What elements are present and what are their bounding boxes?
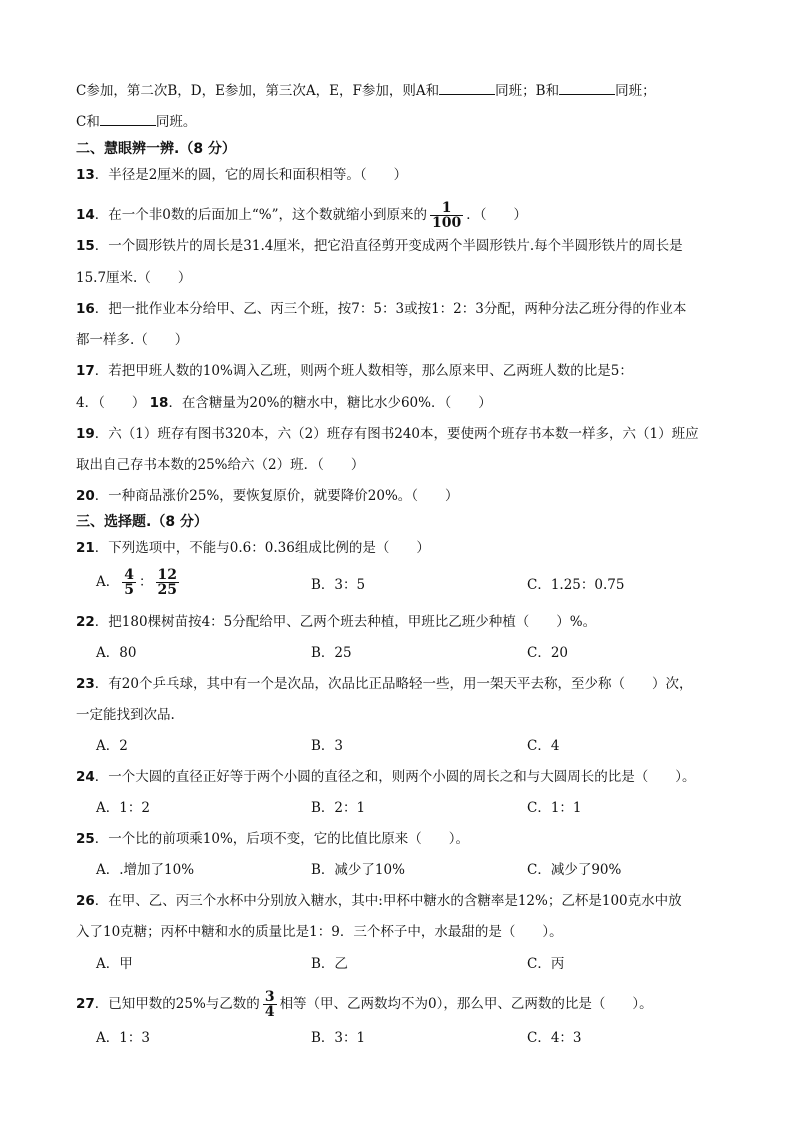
question-26-cont: 入了10克糖；丙杯中糖和水的质量比是1：9．三个杯子中，水最甜的是（ ）。 — [76, 924, 563, 940]
fraction — [263, 990, 277, 1019]
question-text: ．六（1）班存有图书320本，六（2）班存有图书240本，要使两个班存书本数一样多，六（1）班应 — [94, 426, 699, 442]
option-c[interactable]: C．1.25：0.75 — [527, 577, 625, 593]
option-b[interactable]: B．3 — [311, 738, 344, 754]
question-number: 15 — [76, 238, 95, 254]
fraction — [156, 568, 179, 597]
question-number: 20 — [76, 488, 95, 504]
option-a[interactable]: A．80 — [96, 645, 137, 661]
q12-text-e: 同班。 — [155, 114, 197, 130]
option-a[interactable] — [96, 568, 182, 597]
question-17 — [76, 362, 633, 380]
question-number: 13 — [76, 167, 95, 183]
question-text-tail: ．（ ） — [466, 207, 528, 223]
question-20 — [76, 487, 459, 505]
question-15 — [76, 237, 683, 255]
question-text: ．下列选项中，不能与0.6：0.36组成比例的是（ ） — [94, 540, 430, 556]
question-text: ．一种商品涨价25%，要恢复原价，就要降价20%。（ ） — [94, 488, 459, 504]
q12-text-a: C参加，第二次B，D，E参加，第三次A，E，F参加，则A和 — [76, 83, 440, 99]
answer-blank[interactable] — [100, 113, 156, 126]
question-text: ．半径是2厘米的圆，它的周长和面积相等。（ ） — [94, 167, 408, 183]
question-number: 21 — [76, 540, 95, 556]
question-number: 25 — [76, 831, 95, 847]
question-number: 22 — [76, 614, 95, 630]
section-heading-judge: 二、慧眼辨一辨.（8 分） — [76, 141, 236, 157]
question-21 — [76, 539, 430, 557]
question-number: 19 — [76, 426, 95, 442]
question-text-tail: 相等（甲、乙两数均不为0），那么甲、乙两数的比是（ ）。 — [279, 996, 653, 1012]
question-number: 24 — [76, 769, 95, 785]
question-23-cont: 一定能找到次品. — [76, 707, 175, 723]
q12-text-d: C和 — [76, 114, 100, 130]
question-number: 17 — [76, 363, 95, 379]
fraction-numerator: 1 — [430, 201, 463, 216]
fraction-denominator: 5 — [124, 582, 134, 598]
question-text: ．把一批作业本分给甲、乙、丙三个班，按7：5：3或按1：2：3分配，两种分法乙班分得的作业本 — [94, 301, 687, 317]
fraction-denominator: 100 — [432, 215, 462, 231]
question-text: ．已知甲数的25%与乙数的 — [94, 996, 260, 1012]
option-b[interactable]: B．3：5 — [311, 577, 366, 593]
question-19 — [76, 425, 699, 443]
fraction-numerator: 12 — [157, 567, 177, 583]
option-a[interactable]: A．1：3 — [96, 1030, 150, 1046]
question-16-cont: 都一样多.（ ） — [76, 332, 189, 348]
fraction-denominator: 4 — [264, 1004, 275, 1020]
option-c[interactable]: C．20 — [527, 645, 569, 661]
question-text: ．有20个乒乓球，其中有一个是次品，次品比正品略轻一些，用一架天平去称，至少称（ ）次， — [94, 676, 693, 692]
option-label: A． — [96, 574, 120, 590]
option-c[interactable]: C．丙 — [527, 956, 565, 972]
question-text: ．一个圆形铁片的周长是31.4厘米，把它沿直径剪开变成两个半圆形铁片.每个半圆形铁片的周长是 — [94, 238, 683, 254]
option-a[interactable]: A．.增加了10% — [96, 862, 195, 878]
option-a[interactable]: A．1：2 — [96, 800, 150, 816]
question-17-18-line — [76, 394, 492, 412]
question-13 — [76, 166, 407, 184]
question-26 — [76, 892, 682, 910]
ratio-sign: ： — [139, 574, 153, 590]
question-14 — [76, 201, 527, 230]
question-text: ．若把甲班人数的10%调入乙班，则两个班人数相等，那么原来甲、乙两班人数的比是5： — [94, 363, 633, 379]
question-19-cont: 取出自己存书本数的25%给六（2）班．（ ） — [76, 457, 365, 473]
fraction — [430, 201, 463, 230]
question-17-cont: 4．（ ） — [76, 395, 146, 411]
question-27 — [76, 990, 653, 1019]
question-number: 14 — [76, 207, 95, 223]
option-a[interactable]: A．甲 — [96, 956, 133, 972]
fraction-numerator: 3 — [264, 989, 275, 1005]
question-text: ．一个比的前项乘10%，后项不变，它的比值比原来（ ）。 — [94, 831, 470, 847]
answer-blank[interactable] — [439, 82, 495, 95]
q12-continuation-line-2 — [76, 113, 196, 131]
question-text: ．在一个非0数的后面加上“%”，这个数就缩小到原来的 — [94, 207, 428, 223]
option-b[interactable]: B．25 — [311, 645, 352, 661]
q12-continuation-line — [76, 82, 656, 100]
fraction-denominator: 25 — [157, 582, 177, 598]
option-b[interactable]: B．乙 — [311, 956, 348, 972]
option-a[interactable]: A．2 — [96, 738, 128, 754]
section-heading-choice: 三、选择题.（8 分） — [76, 514, 208, 530]
question-text: ．一个大圆的直径正好等于两个小圆的直径之和，则两个小圆的周长之和与大圆周长的比是（ ）。 — [94, 769, 696, 785]
option-c[interactable]: C．4：3 — [527, 1030, 582, 1046]
question-number: 16 — [76, 301, 95, 317]
option-c[interactable]: C．1：1 — [527, 800, 582, 816]
option-b[interactable]: B．减少了10% — [311, 862, 405, 878]
answer-blank[interactable] — [559, 82, 615, 95]
option-c[interactable]: C．4 — [527, 738, 560, 754]
question-23 — [76, 675, 692, 693]
option-b[interactable]: B．3：1 — [311, 1030, 366, 1046]
option-b[interactable]: B．2：1 — [311, 800, 366, 816]
question-text: ．在含糖量为20%的糖水中，糖比水少60%．（ ） — [168, 395, 492, 411]
question-25 — [76, 830, 469, 848]
question-text: ．在甲、乙、丙三个水杯中分别放入糖水，其中:甲杯中糖水的含糖率是12%；乙杯是100克水中放 — [94, 893, 682, 909]
fraction-numerator: 4 — [124, 567, 134, 583]
question-24 — [76, 768, 696, 786]
question-number: 26 — [76, 893, 95, 909]
question-number: 18 — [149, 395, 169, 411]
q12-text-c: 同班； — [615, 83, 656, 99]
question-16 — [76, 300, 686, 318]
q12-text-b: 同班；B和 — [495, 83, 560, 99]
fraction — [122, 568, 136, 597]
question-15-cont: 15.7厘米.（ ） — [76, 270, 192, 286]
question-text: ．把180棵树苗按4：5分配给甲、乙两个班去种植，甲班比乙班少种植（ ）%。 — [94, 614, 597, 630]
question-22 — [76, 613, 596, 631]
option-c[interactable]: C．减少了90% — [527, 862, 622, 878]
question-number: 27 — [76, 996, 95, 1012]
question-number: 23 — [76, 676, 95, 692]
